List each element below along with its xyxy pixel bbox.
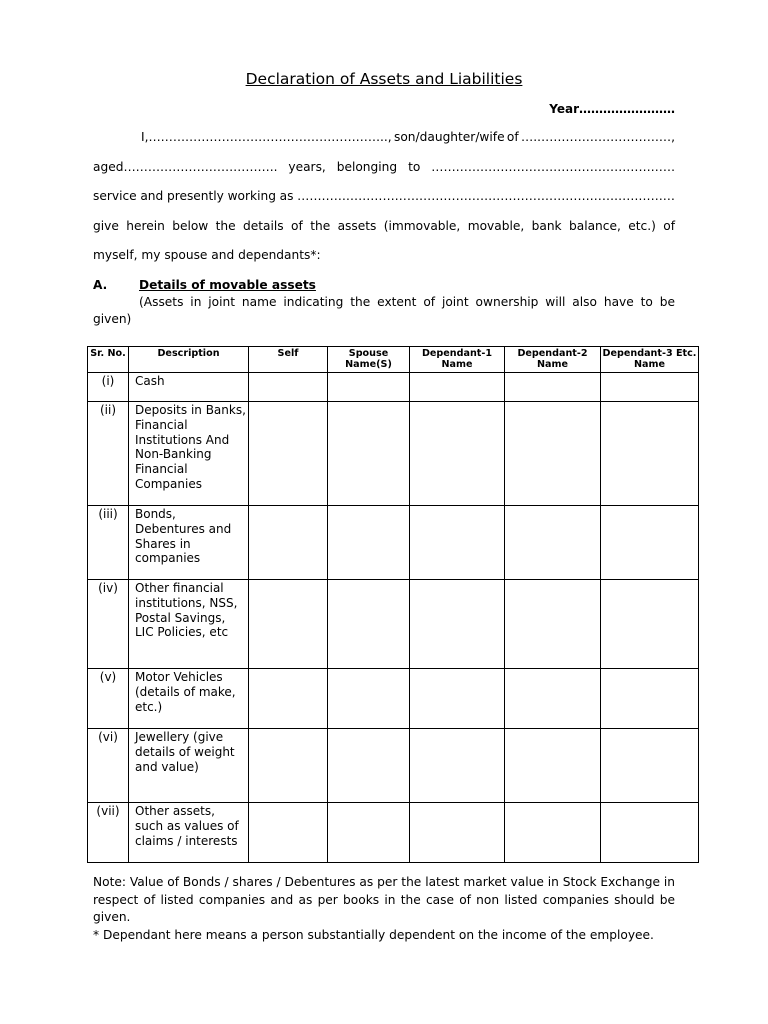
table-row (88, 506, 699, 580)
header-description: Description (129, 347, 249, 373)
word: etc.) (628, 218, 656, 233)
table-row (88, 402, 699, 506)
declaration-line-3 (93, 182, 675, 212)
word: movable, (467, 218, 525, 233)
word: assets (337, 218, 377, 233)
cell-dependant-1[interactable] (410, 669, 505, 729)
header-dependant-3: Dependant-3 Etc. Name (601, 347, 699, 373)
cell-dependant-3[interactable] (601, 729, 699, 803)
table-row (88, 669, 699, 729)
row-description: Deposits in Banks, Financial Institutions And Non-Banking Financial Companies (129, 402, 249, 506)
cell-dependant-2[interactable] (505, 506, 601, 580)
row-description: Jewellery (give details of weight and value) (129, 729, 249, 803)
document-title: Declaration of Assets and Liabilities (245, 70, 523, 88)
word: below (172, 218, 209, 233)
cell-self[interactable] (249, 506, 328, 580)
cell-spouse[interactable] (328, 803, 410, 863)
row-sr-no: (vi) (88, 729, 129, 803)
cell-dependant-2[interactable] (505, 373, 601, 402)
cell-spouse[interactable] (328, 580, 410, 669)
cell-dependant-1[interactable] (410, 506, 505, 580)
joint-ownership-note: (Assets in joint name indicating the extent of joint ownership will also have to be given) (93, 294, 675, 326)
word: as (279, 189, 294, 203)
cell-dependant-2[interactable] (505, 402, 601, 506)
word: the (215, 218, 236, 233)
header-dependant-2: Dependant-2 Name (505, 347, 601, 373)
declaration-line-4 (93, 212, 675, 242)
word: aged……………………………….. (93, 159, 278, 174)
header-spouse: Spouse Name(S) (328, 347, 410, 373)
cell-dependant-2[interactable] (505, 669, 601, 729)
declaration-line-5: myself, my spouse and dependants*: (93, 248, 321, 262)
movable-assets-table (87, 346, 699, 863)
word: working (227, 189, 276, 203)
row-sr-no: (v) (88, 669, 129, 729)
header-sr-no: Sr. No. (88, 347, 129, 373)
cell-self[interactable] (249, 373, 328, 402)
cell-dependant-1[interactable] (410, 580, 505, 669)
word: the (310, 218, 331, 233)
word: service (93, 189, 137, 203)
table-row (88, 803, 699, 863)
cell-spouse[interactable] (328, 373, 410, 402)
row-description: Other assets, such as values of claims / interests (129, 803, 249, 863)
word: herein (126, 218, 165, 233)
row-sr-no: (iv) (88, 580, 129, 669)
cell-dependant-3[interactable] (601, 402, 699, 506)
cell-dependant-3[interactable] (601, 506, 699, 580)
cell-spouse[interactable] (328, 402, 410, 506)
year-field: Year…………………… (549, 102, 675, 116)
cell-spouse[interactable] (328, 506, 410, 580)
row-description: Motor Vehicles (details of make, etc.) (129, 669, 249, 729)
table-row (88, 373, 699, 402)
word: of (506, 130, 519, 144)
word: bank (531, 218, 562, 233)
declaration-line-2 (93, 153, 675, 183)
cell-dependant-3[interactable] (601, 669, 699, 729)
cell-self[interactable] (249, 580, 328, 669)
cell-self[interactable] (249, 669, 328, 729)
cell-dependant-1[interactable] (410, 402, 505, 506)
declaration-paragraph (93, 123, 675, 271)
row-description: Other financial institutions, NSS, Postal Savings, LIC Policies, etc (129, 580, 249, 669)
word: years, (288, 159, 326, 174)
word: son/daughter/wife (394, 130, 505, 144)
word: give (93, 218, 119, 233)
cell-dependant-1[interactable] (410, 729, 505, 803)
row-sr-no: (vii) (88, 803, 129, 863)
document-page (93, 64, 675, 328)
table-row (88, 580, 699, 669)
dependant-definition-note: * Dependant here means a person substantially dependent on the income of the employee. (93, 927, 654, 942)
row-sr-no: (i) (88, 373, 129, 402)
cell-dependant-2[interactable] (505, 580, 601, 669)
word: to (408, 159, 421, 174)
cell-spouse[interactable] (328, 669, 410, 729)
word: ………………………………………………………………………………… (297, 189, 675, 203)
word: …………………………………………………… (431, 159, 675, 174)
word: (immovable, (383, 218, 461, 233)
word: I,………………………………………………….., (141, 130, 392, 144)
word: balance, (569, 218, 621, 233)
cell-dependant-3[interactable] (601, 803, 699, 863)
table-row (88, 729, 699, 803)
cell-self[interactable] (249, 729, 328, 803)
row-sr-no: (ii) (88, 402, 129, 506)
section-letter: A. (93, 277, 108, 292)
cell-dependant-2[interactable] (505, 729, 601, 803)
cell-self[interactable] (249, 803, 328, 863)
word: of (663, 218, 675, 233)
row-description: Cash (129, 373, 249, 402)
valuation-note: Note: Value of Bonds / shares / Debentures as per the latest market value in Stock Exchange in respect of listed companies and as per books in the case of non listed companies should be given. (93, 875, 675, 924)
word: details (243, 218, 284, 233)
footer-notes (93, 874, 675, 944)
word: ….……………………………, (521, 130, 675, 144)
section-a-header (93, 275, 675, 295)
movable-assets-table-wrapper (87, 346, 698, 863)
word: of (291, 218, 303, 233)
cell-spouse[interactable] (328, 729, 410, 803)
table-header-row (88, 347, 699, 373)
word: and (140, 189, 164, 203)
row-sr-no: (iii) (88, 506, 129, 580)
row-description: Bonds, Debentures and Shares in companies (129, 506, 249, 580)
cell-dependant-2[interactable] (505, 803, 601, 863)
cell-dependant-3[interactable] (601, 373, 699, 402)
word: belonging (336, 159, 398, 174)
section-heading: Details of movable assets (139, 277, 316, 292)
cell-dependant-1[interactable] (410, 373, 505, 402)
header-dependant-1: Dependant-1 Name (410, 347, 505, 373)
declaration-line-1 (93, 123, 675, 153)
header-self: Self (249, 347, 328, 373)
cell-dependant-3[interactable] (601, 580, 699, 669)
cell-dependant-1[interactable] (410, 803, 505, 863)
cell-self[interactable] (249, 402, 328, 506)
word: presently (166, 189, 224, 203)
